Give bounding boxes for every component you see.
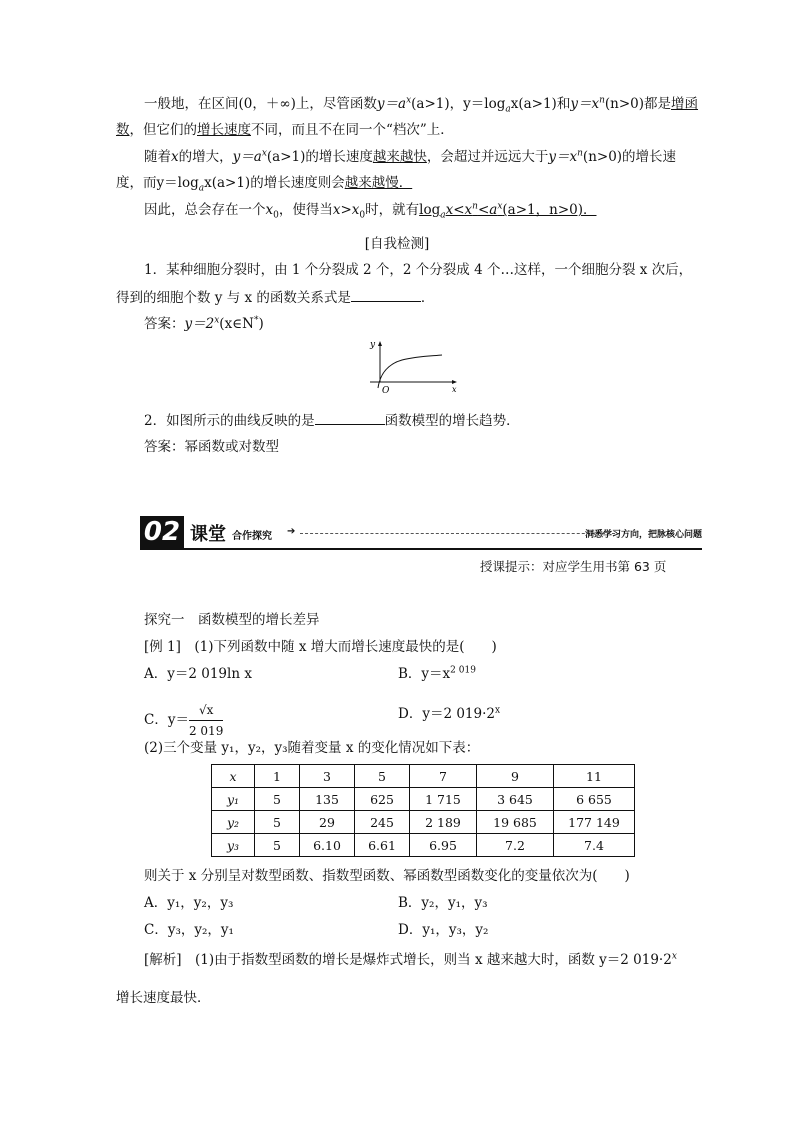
table-row: [212, 834, 635, 857]
banner-title: 课堂: [190, 524, 226, 545]
intro-line-3: [144, 147, 676, 167]
formula: log: [419, 202, 441, 218]
text: (a>1)，: [411, 96, 464, 112]
example-1: [例 1] (1)下列函数中随 x 增大而增长速度最快的是( ): [144, 639, 497, 655]
table-cell: 2 189: [410, 811, 477, 834]
option-b2: B．y₂，y₁，y₃: [398, 895, 488, 911]
text: (x∈N: [219, 316, 254, 332]
superscript: x: [497, 201, 503, 212]
numerator: √x: [189, 700, 223, 721]
table-cell: 9: [477, 765, 554, 788]
q1-line-2: [116, 287, 434, 308]
text: 随着: [144, 149, 171, 165]
text: 一般地，在区间(0，＋∞)上，尽管函数: [144, 96, 377, 112]
variable: x: [171, 149, 179, 165]
table-cell: 177 149: [554, 811, 635, 834]
dashed-divider: [300, 533, 620, 534]
superscript: 2 019: [450, 665, 476, 676]
text: ): [258, 316, 264, 332]
superscript: n: [599, 95, 605, 106]
underlined-formula: [419, 201, 597, 221]
table-cell: 5: [255, 811, 300, 834]
table-cell: 1: [255, 765, 300, 788]
table-cell: 11: [554, 765, 635, 788]
formula: (a>1，n>0)．: [502, 202, 597, 218]
formula: y＝a: [376, 96, 407, 112]
table-cell: 29: [300, 811, 355, 834]
table-cell: 135: [300, 788, 355, 811]
intro-line-4: [116, 173, 412, 193]
table-cell: y₃: [212, 834, 255, 857]
table-cell: 1 715: [410, 788, 477, 811]
table-cell: 625: [355, 788, 410, 811]
table-cell: 3 645: [477, 788, 554, 811]
section-banner: [140, 514, 702, 550]
origin-label: O: [382, 386, 390, 396]
option-a2: A．y₁，y₂，y₃: [144, 895, 234, 911]
answer-1: [144, 314, 264, 334]
intro-line-2: [116, 120, 454, 140]
table-cell: 5: [255, 834, 300, 857]
formula: y＝x: [570, 96, 600, 112]
underlined-text: 增长速度: [197, 122, 251, 138]
option-c2: C．y₃，y₂，y₁: [144, 922, 234, 938]
table-cell: 6 655: [554, 788, 635, 811]
banner-subtitle: 合作探究: [232, 531, 272, 542]
subscript: a: [440, 210, 446, 221]
answer-label: 答案：: [144, 316, 185, 332]
example-2: (2)三个变量 y₁，y₂，y₃随着变量 x 的变化情况如下表：: [144, 740, 480, 756]
table-cell: 19 685: [477, 811, 554, 834]
growth-curve: [378, 355, 442, 388]
table-row: [212, 788, 635, 811]
text: ，使得当: [278, 202, 333, 218]
question-line: 则关于 x 分别呈对数型函数、指数型函数、幂函数型函数变化的变量依次为( ): [144, 868, 630, 884]
answer-blank: [351, 287, 421, 302]
formula: x<x: [445, 202, 473, 218]
q2-line: [144, 410, 520, 431]
text: 2．如图所示的曲线反映的是: [144, 413, 315, 429]
banner-tagline: 洞悉学习方向，把脉核心问题: [584, 530, 702, 540]
table-cell: 6.95: [410, 834, 477, 857]
subscript: a: [198, 183, 205, 194]
text: B．y＝x: [398, 666, 451, 682]
text: ．: [420, 290, 435, 306]
fraction: [189, 700, 223, 741]
subscript: a: [505, 104, 511, 115]
banner-number: 02: [140, 516, 184, 548]
denominator: 2 019: [188, 724, 224, 738]
option-d: [398, 704, 500, 724]
self-check-heading: [自我检测]: [364, 236, 430, 252]
intro-line-5: [144, 200, 596, 220]
arrow-icon: ➔: [287, 526, 296, 537]
table-cell: 6.61: [355, 834, 410, 857]
table-cell: 7.2: [477, 834, 554, 857]
superscript: *: [253, 315, 259, 326]
option-c: [144, 700, 223, 741]
text: ，但它们的: [129, 122, 197, 138]
formula: y＝2: [184, 316, 215, 332]
superscript: x: [406, 95, 412, 106]
x-axis-arrow: [452, 380, 457, 384]
solution-line-1: [144, 950, 677, 970]
section-title: 探究一 函数模型的增长差异: [144, 612, 320, 628]
variable: x: [265, 202, 274, 218]
table-cell: 5: [355, 765, 410, 788]
text: x(a>1)的增长速度则会: [204, 175, 345, 191]
table-cell: 5: [255, 788, 300, 811]
option-b: [398, 664, 476, 684]
formula: y＝log: [463, 96, 506, 112]
text: 不同，而且不在同一个“档次”上．: [251, 122, 454, 138]
table-header-row: [212, 765, 635, 788]
data-table: [211, 764, 635, 857]
subscript: 0: [273, 210, 279, 221]
text: 得到的细胞个数 y 与 x 的函数关系式是: [116, 290, 351, 306]
text: D．y＝2 019·2: [398, 706, 495, 722]
text: 函数模型的增长趋势．: [384, 413, 520, 429]
table-cell: 245: [355, 811, 410, 834]
subscript: 0: [359, 210, 366, 221]
underlined-text: 增函: [671, 96, 699, 112]
formula: y＝log: [156, 175, 199, 191]
curve-graph: [366, 338, 462, 398]
table-row: [212, 811, 635, 834]
formula: y＝a: [232, 149, 262, 165]
superscript: x: [214, 315, 220, 326]
q1-line-1: 1．某种细胞分裂时，由 1 个分裂成 2 个，2 个分裂成 4 个…这样，一个细胞分裂 x 次后，: [144, 262, 693, 278]
formula: x>x: [332, 202, 360, 218]
table-cell: y₁: [212, 788, 255, 811]
text: (a>1)的增长速度: [266, 149, 373, 165]
table-cell: 7: [410, 765, 477, 788]
option-d2: D．y₁，y₃，y₂: [398, 922, 489, 938]
text: 时，就有: [365, 202, 420, 218]
text: (n>0)都是: [604, 96, 672, 112]
text: C．y＝: [144, 712, 189, 728]
answer-blank: [315, 410, 385, 425]
superscript: x: [494, 705, 501, 716]
text: ，会超过并远远大于: [426, 149, 549, 165]
text: [解析] (1)由于指数型函数的增长是爆炸式增长，则当 x 越来越大时，函数 y＝2 019·2: [144, 952, 672, 968]
table-cell: 7.4: [554, 834, 635, 857]
table-cell: y₂: [212, 811, 255, 834]
intro-line-1: [144, 94, 698, 114]
superscript: x: [671, 951, 677, 962]
table-cell: 6.10: [300, 834, 355, 857]
table-cell: 3: [300, 765, 355, 788]
answer-2: 答案：幂函数或对数型: [144, 439, 279, 455]
text: x(a>1)和: [510, 96, 571, 112]
formula: <a: [477, 202, 498, 218]
text: 的增大，: [178, 149, 233, 165]
superscript: n: [577, 148, 583, 159]
banner-rule: [140, 548, 702, 550]
y-label: y: [370, 340, 376, 350]
option-a: A．y＝2 019ln x: [144, 666, 252, 682]
text: 因此，总会存在一个: [144, 202, 266, 218]
underlined-text: 数: [116, 122, 130, 138]
formula: y＝x: [548, 149, 578, 165]
text: (n>0)的增长速: [582, 149, 677, 165]
solution-line-2: 增长速度最快．: [116, 990, 211, 1006]
y-axis-arrow: [378, 341, 382, 346]
table-cell: x: [212, 765, 255, 788]
superscript: n: [472, 201, 478, 212]
x-label: x: [452, 385, 457, 394]
superscript: x: [261, 148, 267, 159]
underlined-text: 越来越快: [372, 149, 427, 165]
lecture-hint: 授课提示：对应学生用书第 63 页: [480, 559, 667, 574]
text: 度，而: [116, 175, 157, 191]
underlined-text: 越来越慢．: [344, 175, 413, 191]
